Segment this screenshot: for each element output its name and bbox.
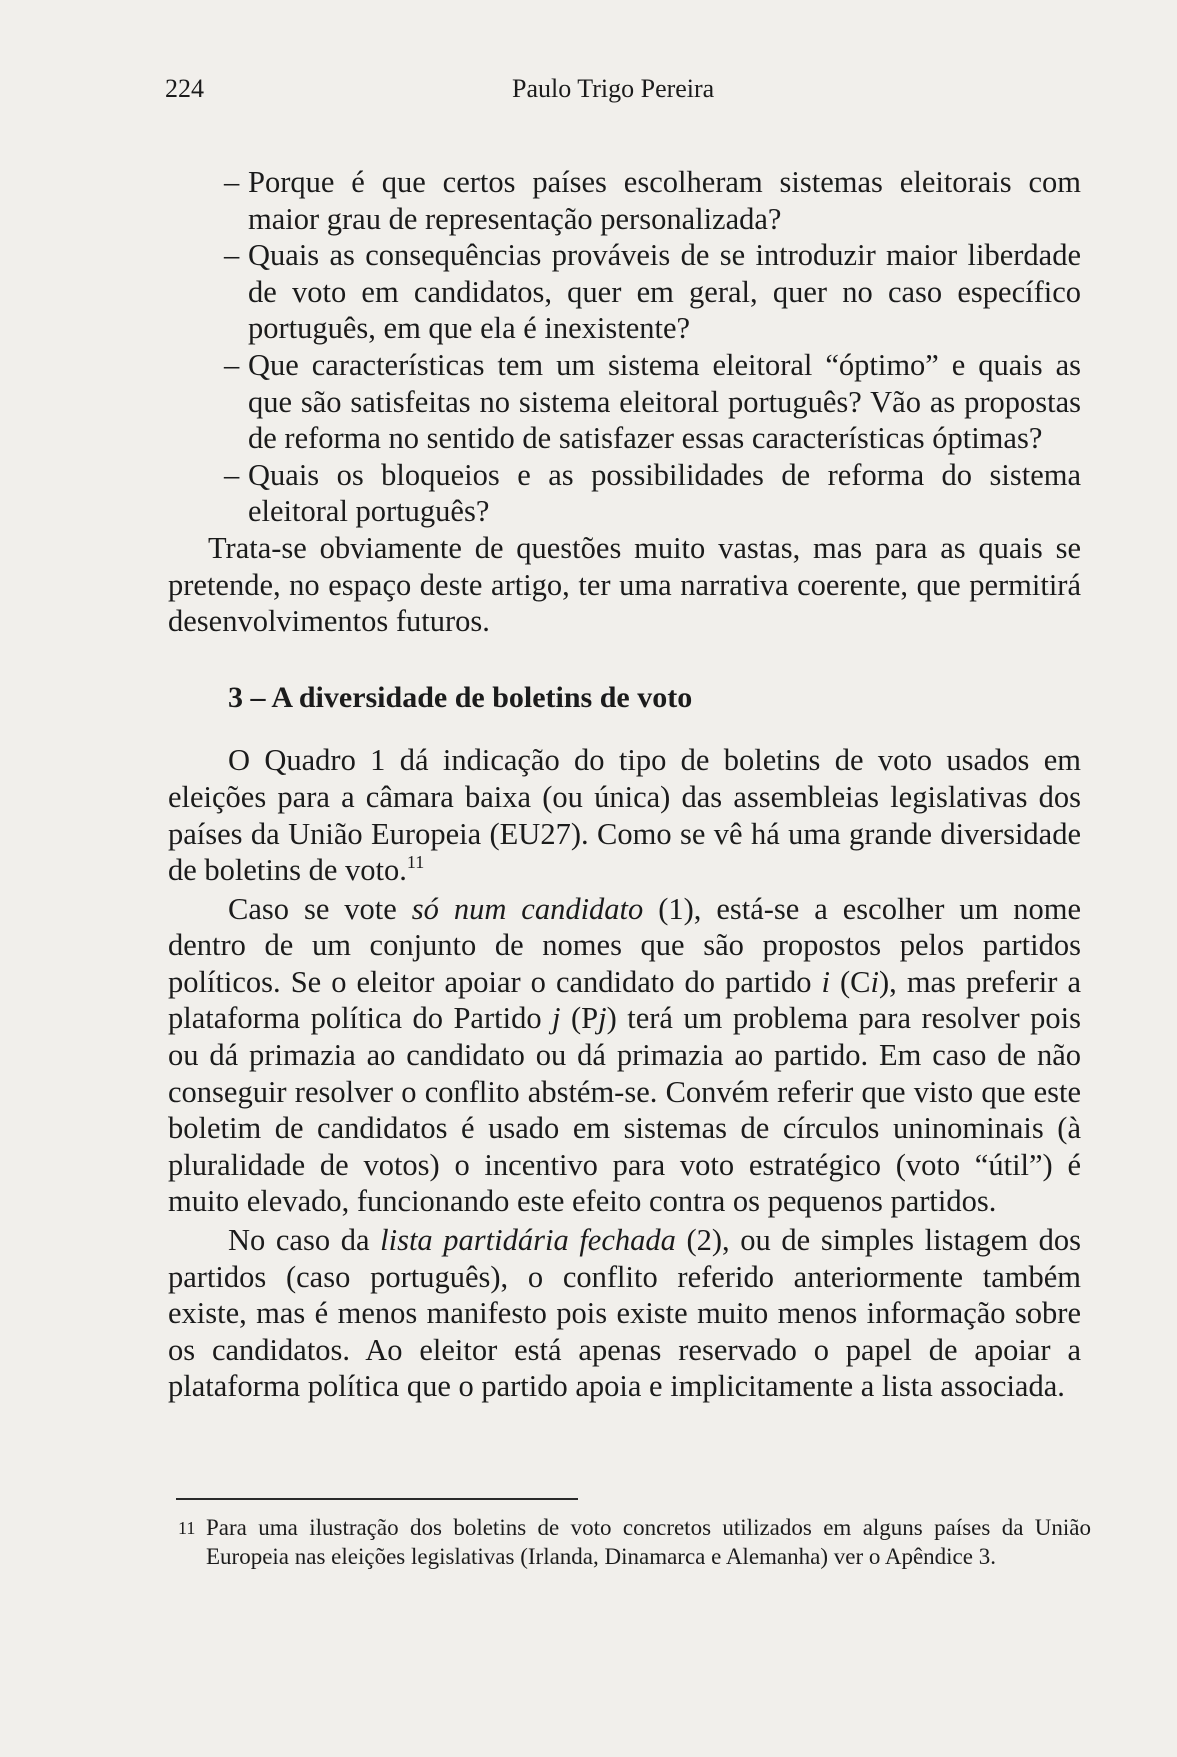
text-run: (P (560, 1001, 599, 1036)
dash-marker: – (224, 238, 240, 273)
question-text: Quais os bloqueios e as possibilidades de reforma do sistema eleitoral português? (248, 457, 1081, 529)
variable: i (870, 964, 880, 999)
running-head-author: Paulo Trigo Pereira (512, 74, 715, 103)
text-run: (2), ou de simples listagem dos partidos (caso português), o conflito referido anteriormente também existe, mas é menos manifesto pois existe muito menos informação sobre os candidatos. Ao eleitor está apenas reservado o papel de apoiar a plataforma política que o partido apoia e implicitamente a lista associada. (168, 1223, 1081, 1404)
variable: j (552, 1001, 561, 1036)
question-item (168, 347, 1081, 457)
intro-paragraph: Trata-se obviamente de questões muito vastas, mas para as quais se pretende, no espaço deste artigo, ter uma narrativa coerente, que permitirá desenvolvimentos futuros. (168, 530, 1081, 639)
question-text: Que características tem um sistema eleitoral “óptimo” e quais as que são satisfeitas no sistema eleitoral português? Vão as propostas de reforma no sentido de satisfazer essas características óptimas? (248, 347, 1081, 456)
paragraph-text: O Quadro 1 dá indicação do tipo de boletins de voto usados em eleições para a câmara baixa (ou única) das assembleias legislativas dos países da União Europeia (EU27). Como se vê há uma grande diversidade de boletins de voto. (168, 743, 1081, 888)
page-number: 224 (165, 74, 204, 103)
emphasis: só num candidato (411, 891, 644, 926)
paragraph-quadro (168, 742, 1081, 888)
question-item (168, 164, 1081, 237)
variable: i (821, 964, 830, 999)
dash-marker: – (224, 347, 240, 382)
footnote-text: Para uma ilustração dos boletins de voto concretos utilizados em alguns países da União Europeia nas eleições legislativas (Irlanda, Dinamarca e Alemanha) ver o Apêndice 3. (206, 1515, 1091, 1569)
question-item (168, 237, 1081, 347)
dash-marker: – (224, 457, 240, 492)
question-text: Porque é que certos países escolheram sistemas eleitorais com maior grau de representação personalizada? (248, 165, 1081, 236)
body-text (168, 164, 1081, 1405)
variable: j (598, 1001, 607, 1036)
footnote (178, 1514, 1091, 1571)
question-list (168, 164, 1081, 530)
dash-marker: – (224, 165, 240, 199)
paragraph-closed-list (168, 1222, 1081, 1405)
emphasis: lista partidária fechada (380, 1223, 676, 1258)
footnote-reference: 11 (406, 852, 425, 873)
text-run: ), mas preferir a plataforma política do Partido (168, 964, 1081, 1036)
text-run: Caso se vote (228, 891, 412, 926)
running-head (165, 74, 1085, 114)
text-run: ) terá um problema para resolver pois ou dá primazia ao candidato ou dá primazia ao partido. Em caso de não conseguir resolver o conflito abstém-se. Convém referir que visto que este boletim de candidatos é usado em sistemas de círculos uninominais (à pluralidade de votos) o incentivo para voto estratégico (voto “útil”) é muito elevado, funcionando este efeito contra os pequenos partidos. (168, 1001, 1081, 1219)
question-text: Quais as consequências prováveis de se introduzir maior liberdade de voto em candidatos, quer em geral, quer no caso específico português, em que ela é inexistente? (248, 238, 1081, 346)
footnote-number: 11 (178, 1518, 196, 1538)
question-item (168, 457, 1081, 530)
text-run: (1), está-se a escolher um nome dentro de um conjunto de nomes que são propostos pelos partidos políticos. Se o eleitor apoiar o candidato do partido (168, 891, 1081, 999)
text-run: No caso da (228, 1223, 381, 1258)
footnote-divider (176, 1498, 578, 1500)
section-heading: 3 – A diversidade de boletins de voto (228, 680, 693, 714)
text-run: (C (830, 964, 871, 999)
paragraph-single-candidate (168, 891, 1081, 1220)
